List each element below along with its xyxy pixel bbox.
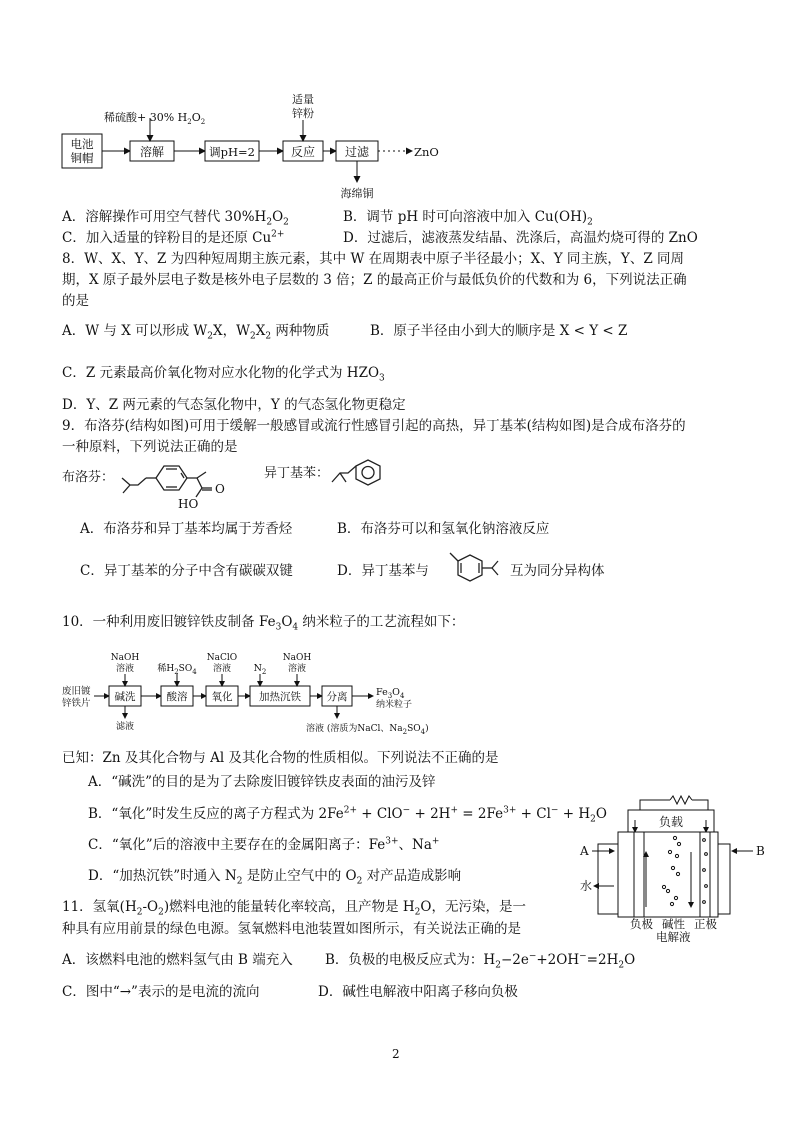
q11-stem-2: 种具有应用前景的绿色电源。氢氧燃料电池装置如图所示，有关说法正确的是 bbox=[62, 921, 521, 937]
q8-option-c: C．Z 元素最高价氧化物对应水化物的化学式为 $HZO_3$ bbox=[62, 365, 385, 384]
q11-option-c: C．图中“→”表示的是电流的流向 bbox=[62, 984, 260, 1000]
flow2-naoh2-2: 溶液 bbox=[287, 664, 307, 674]
q10-option-a: A．“碱洗”的目的是为了去除废旧镀锌铁皮表面的油污及锌 bbox=[88, 774, 436, 790]
q8-option-d: D．Y、Z 两元素的气态氢化物中，Y 的气态氢化物更稳定 bbox=[62, 397, 406, 413]
alkaline-label: 碱性 bbox=[662, 917, 685, 931]
flow1-step-3: 反应 bbox=[290, 145, 316, 159]
inlet-a-label: A bbox=[580, 844, 589, 858]
q9-option-c: C．异丁基苯的分子中含有碳碳双键 bbox=[80, 563, 293, 579]
q9-option-d-pre: D．异丁基苯与 bbox=[337, 563, 429, 579]
fe3o4-process-flow bbox=[60, 650, 500, 745]
flow2-naoh1-1: NaOH bbox=[110, 653, 140, 663]
q7-option-c: C．加入适量的锌粉目的是还原 $Cu^{2+}$ bbox=[62, 229, 285, 246]
load-label: 负载 bbox=[658, 815, 684, 829]
ibuprofen-o-label: O bbox=[215, 482, 225, 496]
flow1-byproduct: 海绵铜 bbox=[340, 187, 374, 200]
q9-stem-2: 一种原料，下列说法正确的是 bbox=[62, 439, 238, 455]
fuel-cell-diagram bbox=[578, 792, 768, 942]
negative-electrode bbox=[634, 832, 644, 917]
flow2-step-5: 分离 bbox=[326, 691, 348, 703]
q9-option-d-post: 互为同分异构体 bbox=[510, 563, 605, 579]
q11-option-a: A．该燃料电池的燃料氢气由 B 端充入 bbox=[62, 952, 293, 968]
flow2-naclo-2: 溶液 bbox=[212, 664, 232, 674]
q10-option-c: C．“氧化”后的溶液中主要存在的金属阳离子：$Fe^{3+}$、Na+ bbox=[88, 836, 440, 853]
flow1-input-label: 电池 bbox=[70, 137, 94, 151]
flow2-step-1: 碱洗 bbox=[114, 691, 136, 703]
copper-cap-process-flow bbox=[0, 0, 794, 210]
flow2-naoh1-2: 溶液 bbox=[115, 664, 135, 674]
flow2-h2so4: 稀$H_2SO_4$ bbox=[157, 664, 197, 676]
isomer-structure bbox=[440, 549, 510, 589]
q9-stem-1: 9．布洛芬(结构如图)可用于缓解一般感冒或流行性感冒引起的高热，异丁基苯(结构如图)是合成布洛芬的 bbox=[62, 418, 686, 434]
flow1-step-2: 调pH=2 bbox=[209, 145, 255, 159]
q8-stem-1: 8．W、X、Y、Z 为四种短周期主族元素，其中 W 在周期表中原子半径最小；X、Y 同主族，Y、Z 同周 bbox=[62, 251, 685, 267]
q7-option-a: A．溶解操作可用空气替代 $30\%H_2O_2$ bbox=[62, 209, 289, 228]
q11-option-d: D．碱性电解液中阳离子移向负极 bbox=[318, 984, 518, 1000]
flow1-input-label-2: 铜帽 bbox=[70, 151, 94, 165]
q11-stem-1: 11．氢氧$(H_2-O_2)$燃料电池的能量转化率较高，且产物是 $H_2O$，无污染，是一 bbox=[62, 899, 526, 918]
flow1-product: ZnO bbox=[414, 145, 439, 159]
q10-known: 已知：Zn 及其化合物与 Al 及其化合物的性质相似。下列说法不正确的是 bbox=[62, 750, 499, 766]
positive-electrode bbox=[700, 832, 710, 917]
q8-option-b: B．原子半径由小到大的顺序是 X < Y < Z bbox=[370, 323, 628, 339]
flow2-n2: $N_2$ bbox=[253, 663, 267, 676]
electrolyte-label: 电解液 bbox=[656, 930, 691, 942]
flow2-filtrate: 溶液 (溶质为NaCl、$Na_2SO_4$) bbox=[306, 724, 429, 736]
positive-label: 正极 bbox=[694, 917, 717, 931]
q7-option-d: D．过滤后，滤液蒸发结晶、洗涤后，高温灼烧可得的 ZnO bbox=[343, 230, 698, 246]
isobutylbenzene-label: 异丁基苯： bbox=[264, 466, 330, 481]
q8-option-a: A．W 与 X 可以形成 $W_2X$，$W_2X_2$ 两种物质 bbox=[62, 323, 330, 342]
flow1-step-1: 溶解 bbox=[139, 145, 165, 159]
flow2-waste: 滤液 bbox=[115, 722, 135, 732]
ibuprofen-label: 布洛芬： bbox=[62, 470, 115, 485]
flow2-product-1: $Fe_3O_4$ bbox=[376, 687, 405, 700]
page-number: 2 bbox=[392, 1047, 400, 1061]
q8-stem-2: 期，X 原子最外层电子数是核外电子层数的 3 倍；Z 的最高正价与最低负价的代数和为 6，下列说法正确 bbox=[62, 272, 687, 288]
q9-option-b: B．布洛芬可以和氢氧化钠溶液反应 bbox=[337, 521, 550, 537]
q11-option-b: B．负极的电极反应式为：$H_2-2e^-+2OH^-=2H_2O$ bbox=[325, 951, 636, 971]
q10-option-d: D．“加热沉铁”时通入 $N_2$ 是防止空气中的 $O_2$ 对产品造成影响 bbox=[88, 868, 462, 887]
negative-label: 负极 bbox=[630, 917, 653, 931]
isobutylbenzene-structure bbox=[262, 455, 422, 505]
flow2-step-3: 氧化 bbox=[211, 691, 233, 703]
flow1-zinc-bottom: 锌粉 bbox=[292, 107, 314, 120]
flow2-input-2: 锌铁片 bbox=[62, 698, 91, 709]
q7-option-b: B．调节 pH 时可向溶液中加入 $Cu(OH)_2$ bbox=[343, 209, 593, 228]
flow1-reagent: 稀硫酸+ 30% $H_2O_2$ bbox=[104, 111, 206, 126]
flow1-step-4: 过滤 bbox=[344, 145, 370, 159]
q9-option-a: A．布洛芬和异丁基苯均属于芳香烃 bbox=[80, 521, 293, 537]
water-label: 水 bbox=[580, 879, 593, 893]
ibuprofen-ho-label: HO bbox=[178, 497, 199, 511]
q10-option-b: B．“氧化”时发生反应的离子方程式为 $2Fe^{2+} + ClO^- + 2H^+ = 2Fe^{3+} + Cl^- + H_2O$ bbox=[88, 805, 607, 825]
flow2-step-4: 加热沉铁 bbox=[259, 691, 301, 703]
inlet-b-label: B bbox=[756, 844, 765, 858]
flow2-naoh2-1: NaOH bbox=[282, 653, 312, 663]
flow2-step-2: 酸溶 bbox=[166, 691, 188, 703]
flow2-naclo-1: NaClO bbox=[206, 653, 238, 663]
q10-stem: 10．一种利用废旧镀锌铁皮制备 $Fe_3O_4$ 纳米粒子的工艺流程如下： bbox=[62, 614, 465, 633]
q8-stem-3: 的是 bbox=[62, 293, 89, 309]
flow2-input-1: 废旧镀 bbox=[62, 686, 91, 697]
flow2-product-2: 纳米粒子 bbox=[376, 700, 413, 710]
flow1-zinc-top: 适量 bbox=[292, 93, 314, 106]
